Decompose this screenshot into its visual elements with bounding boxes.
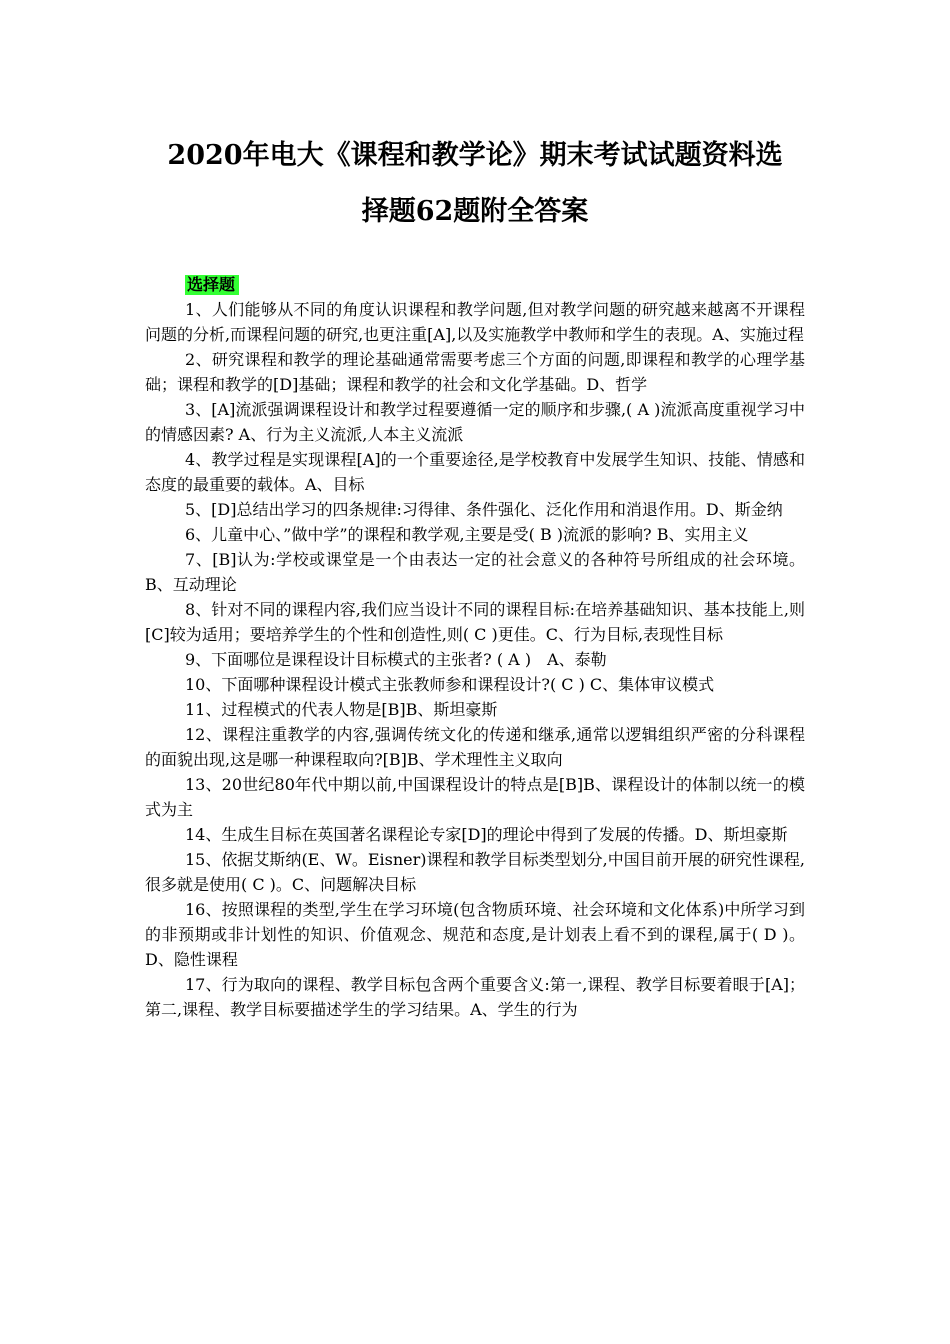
question-item: 11、过程模式的代表人物是[B]B、斯坦豪斯 — [185, 700, 498, 719]
question-list — [145, 297, 805, 1022]
question-item: 17、行为取向的课程、教学目标包含两个重要含义:第一,课程、教学目标要着眼于[A]；第二,课程、教学目标要描述学生的学习结果。A、学生的行为 — [145, 975, 805, 1019]
title-line-2: 择题62题附全答案 — [361, 196, 589, 227]
question-item: 16、按照课程的类型,学生在学习环境(包含物质环境、社会环境和文化体系)中所学习到的非预期或非计划性的知识、价值观念、规范和态度,是计划表上看不到的课程,属于( D )。D、隐性课程 — [145, 900, 805, 969]
question-item: 3、[A]流派强调课程设计和教学过程要遵循一定的顺序和步骤,( A )流派高度重视学习中的情感因素? A、行为主义流派,人本主义流派 — [145, 400, 805, 444]
question-item: 12、课程注重教学的内容,强调传统文化的传递和继承,通常以逻辑组织严密的分科课程的面貌出现,这是哪一种课程取向?[B]B、学术理性主义取向 — [145, 725, 805, 769]
question-item: 6、儿童中心、”做中学”的课程和教学观,主要是受( B )流派的影响? B、实用主义 — [185, 525, 749, 544]
question-item: 9、下面哪位是课程设计目标模式的主张者? ( A ) A、泰勒 — [185, 650, 607, 669]
document-title — [100, 128, 850, 240]
title-line-1: 2020年电大《课程和教学论》期末考试试题资料选 — [167, 140, 783, 171]
section-label-highlight: 选择题 — [185, 275, 239, 295]
question-item: 8、针对不同的课程内容,我们应当设计不同的课程目标:在培养基础知识、基本技能上,则[C]较为适用；要培养学生的个性和创造性,则( C )更佳。C、行为目标,表现性目标 — [145, 600, 805, 644]
question-item: 7、[B]认为:学校或课堂是一个由表达一定的社会意义的各种符号所组成的社会环境。B、互动理论 — [145, 550, 805, 594]
question-item: 10、下面哪种课程设计模式主张教师参和课程设计?( C ) C、集体审议模式 — [185, 675, 715, 694]
question-item: 15、依据艾斯纳(E、W。Eisner)课程和教学目标类型划分,中国目前开展的研究性课程,很多就是使用( C )。C、问题解决目标 — [145, 850, 805, 894]
question-item: 13、20世纪80年代中期以前,中国课程设计的特点是[B]B、课程设计的体制以统一的模式为主 — [145, 775, 805, 819]
question-item: 5、[D]总结出学习的四条规律:习得律、条件强化、泛化作用和消退作用。D、斯金纳 — [185, 500, 783, 519]
question-item: 1、人们能够从不同的角度认识课程和教学问题,但对教学问题的研究越来越离不开课程问题的分析,而课程问题的研究,也更注重[A],以及实施教学中教师和学生的表现。A、实施过程 — [145, 300, 805, 344]
question-item: 2、研究课程和教学的理论基础通常需要考虑三个方面的问题,即课程和教学的心理学基础；课程和教学的[D]基础；课程和教学的社会和文化学基础。D、哲学 — [145, 350, 805, 394]
question-item: 14、生成生目标在英国著名课程论专家[D]的理论中得到了发展的传播。D、斯坦豪斯 — [185, 825, 788, 844]
question-item: 4、教学过程是实现课程[A]的一个重要途径,是学校教育中发展学生知识、技能、情感和态度的最重要的载体。A、目标 — [145, 450, 805, 494]
